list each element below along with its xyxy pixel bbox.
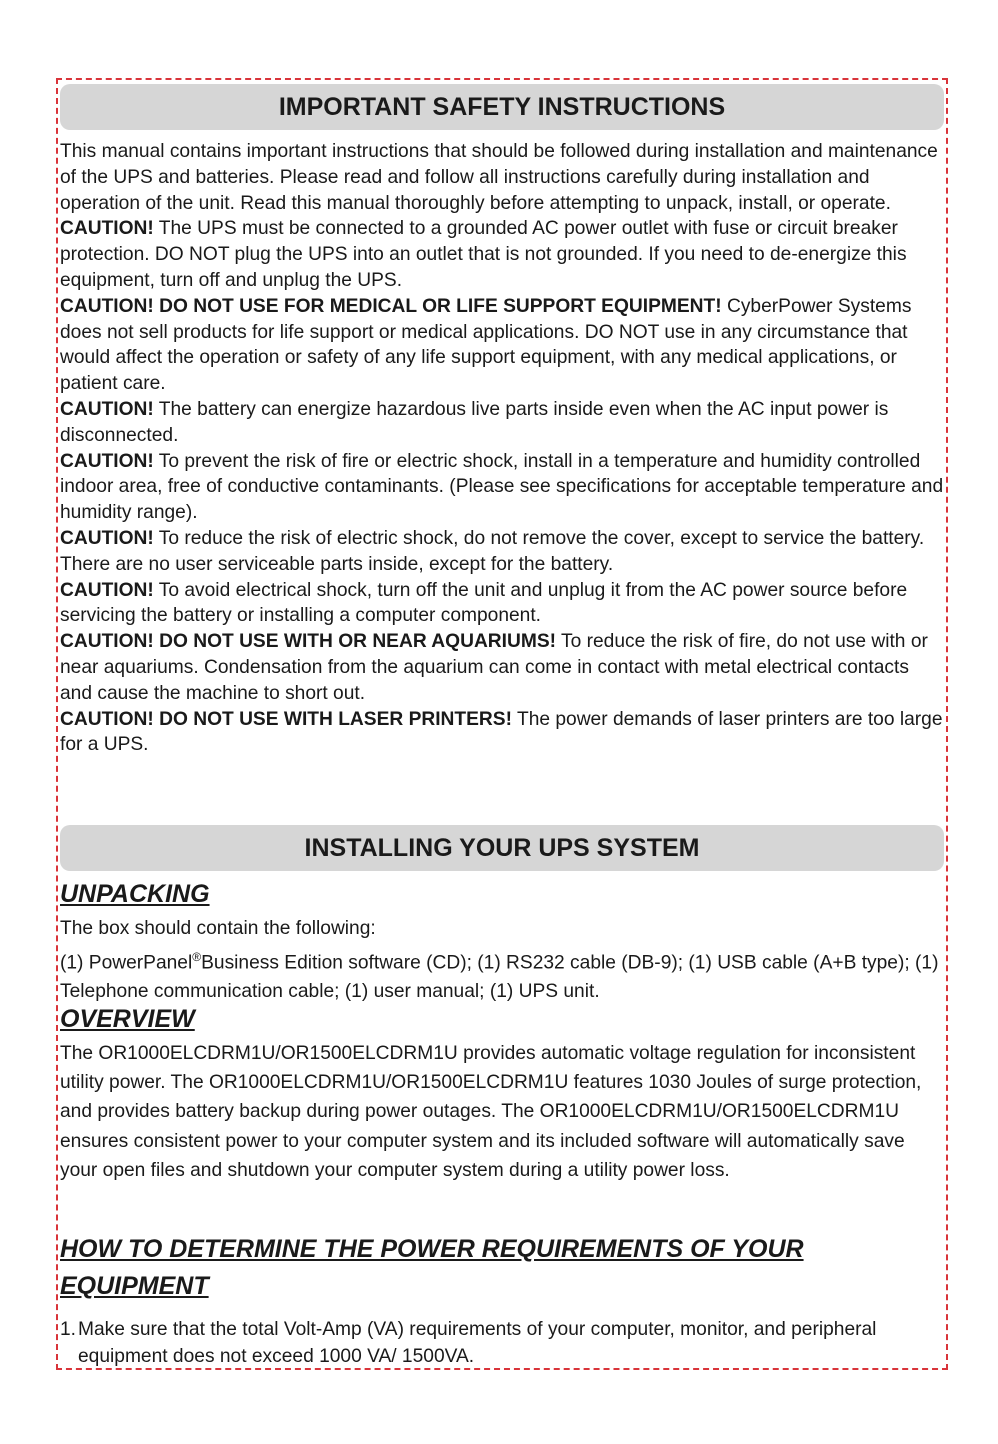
caution-2 (60, 294, 944, 397)
caution-bold-text: DO NOT USE WITH LASER PRINTERS! (153, 708, 512, 730)
caution-label: CAUTION! (60, 631, 154, 653)
overview-text: The OR1000ELCDRM1U/OR1500ELCDRM1U provides automatic voltage regulation for inconsistent utility power. The OR1000ELCDRM1U/OR1500ELCDRM1U features 1030 Joules of surge protection, and provides battery backup during power outages. The OR1000ELCDRM1U/OR1500ELCDRM1U ensures consistent power to your computer system and its included software will automatically save your open files and shutdown your computer system during a utility power loss. (60, 1043, 922, 1181)
caution-text: To avoid electrical shock, turn off the unit and unplug it from the AC power source before servicing the battery or installing a computer component. (60, 579, 908, 627)
unpacking-body (60, 914, 944, 1006)
caution-4 (60, 449, 944, 526)
caution-label: CAUTION! (60, 708, 154, 730)
safety-heading: IMPORTANT SAFETY INSTRUCTIONS (60, 84, 944, 130)
caution-label: CAUTION! (60, 450, 154, 472)
unpacking-text-b: Business Edition software (CD); (1) RS232 cable (DB-9); (1) USB cable (A+B type); (1) Telephone communication cable; (1) user manual; (1) UPS unit. (60, 952, 939, 1003)
unpacking-line-2 (60, 943, 944, 1006)
caution-8 (60, 707, 944, 759)
caution-text: CyberPower Systems does not sell products for life support or medical applications. DO NOT use in any circumstance that would affect the operation or safety of any life support equipment, with any medical applications, or patient care. (60, 295, 912, 395)
caution-bold-text: DO NOT USE FOR MEDICAL OR LIFE SUPPORT EQUIPMENT! (153, 295, 722, 317)
safety-body (60, 139, 944, 758)
caution-label: CAUTION! (60, 398, 154, 420)
caution-1 (60, 216, 944, 293)
overview-heading: OVERVIEW (60, 1005, 195, 1033)
power-requirements-heading: HOW TO DETERMINE THE POWER REQUIREMENTS OF YOUR EQUIPMENT (60, 1235, 804, 1300)
caution-text: To prevent the risk of fire or electric shock, install in a temperature and humidity controlled indoor area, free of conductive contaminants. (Please see specifications for acceptable temperature and humidity range). (60, 450, 944, 524)
caution-label: CAUTION! (60, 218, 154, 240)
caution-text: To reduce the risk of electric shock, do not remove the cover, except to service the battery. There are no user serviceable parts inside, except for the battery. (60, 527, 925, 575)
overview-body (60, 1039, 944, 1185)
caution-3 (60, 397, 944, 449)
caution-text: To reduce the risk of fire, do not use with or near aquariums. Condensation from the aquarium can come in contact with metal electrical contacts and cause the machine to short out. (60, 631, 928, 704)
unpacking-line-1: The box should contain the following: (60, 918, 376, 939)
caution-5 (60, 526, 944, 578)
caution-label: CAUTION! (60, 295, 154, 317)
caution-label: CAUTION! (60, 579, 154, 601)
unpacking-heading: UNPACKING (60, 880, 210, 908)
item-text: Make sure that the total Volt-Amp (VA) requirements of your computer, monitor, and peripheral equipment does not exceed 1000 VA/ 1500VA. (78, 1319, 877, 1367)
power-requirements-item (60, 1316, 944, 1370)
caution-bold-text: DO NOT USE WITH OR NEAR AQUARIUMS! (153, 631, 557, 653)
installing-heading: INSTALLING YOUR UPS SYSTEM (60, 825, 944, 871)
item-number: 1. (60, 1319, 77, 1340)
caution-text: The power demands of laser printers are too large for a UPS. (60, 708, 943, 756)
registered-mark: ® (192, 950, 202, 964)
unpacking-text-a: (1) PowerPanel (60, 952, 193, 974)
caution-text: The battery can energize hazardous live parts inside even when the AC input power is disconnected. (60, 398, 889, 446)
caution-7 (60, 629, 944, 706)
caution-text: The UPS must be connected to a grounded AC power outlet with fuse or circuit breaker protection. DO NOT plug the UPS into an outlet that is not grounded. If you need to de-energize this equipment, turn off and unplug the UPS. (60, 218, 907, 291)
caution-label: CAUTION! (60, 527, 154, 549)
safety-intro: This manual contains important instructions that should be followed during installation and maintenance of the UPS and batteries. Please read and follow all instructions carefully during installation and operation of the unit. Read this manual thoroughly before attempting to unpack, install, or operate. (60, 141, 938, 214)
caution-6 (60, 578, 944, 630)
